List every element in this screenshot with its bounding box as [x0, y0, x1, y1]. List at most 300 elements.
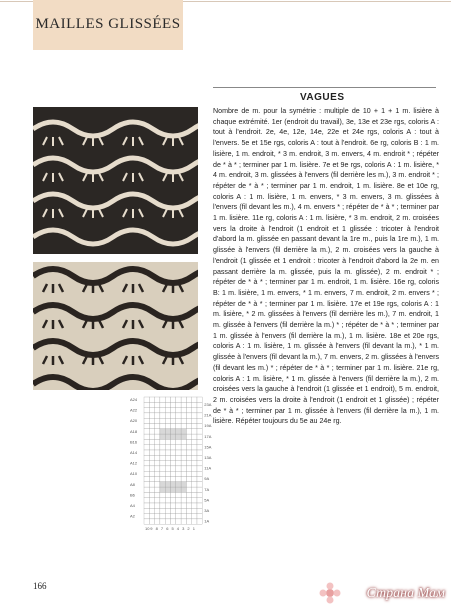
chart-row-label-right: 17A	[204, 433, 212, 439]
chart-row-label-left: A4	[130, 503, 135, 508]
chart-row-label-right: 7A	[204, 486, 210, 492]
chart-cell	[181, 418, 186, 423]
chart-cell	[181, 514, 186, 519]
chart-row-label-right: 21A	[204, 412, 212, 418]
chart-cell	[144, 519, 149, 524]
chart-cell	[192, 471, 197, 476]
chart-cell	[197, 402, 202, 407]
chart-cell	[197, 503, 202, 508]
chart-cell	[155, 519, 160, 524]
chart-cell	[171, 429, 176, 434]
chart-cell	[144, 471, 149, 476]
chart-cell	[165, 519, 170, 524]
chart-cell	[160, 445, 165, 450]
chart-cell	[176, 492, 181, 497]
chart-cell	[176, 418, 181, 423]
chart-cell	[160, 434, 165, 439]
chart-cell	[165, 445, 170, 450]
chart-cell	[171, 482, 176, 487]
chart-cell	[192, 482, 197, 487]
chart-cell	[186, 482, 191, 487]
chart-row-label-left: A10	[130, 471, 138, 477]
chart-cell	[176, 482, 181, 487]
chart-cell	[144, 466, 149, 471]
chart-cell	[144, 413, 149, 418]
chart-cell	[171, 397, 176, 402]
chart-cell	[155, 434, 160, 439]
chart-cell	[171, 413, 176, 418]
watermark: Страна Мам	[366, 586, 445, 601]
chart-cell	[197, 466, 202, 471]
chart-cell	[149, 461, 154, 466]
chart-cell	[160, 482, 165, 487]
chart-cell	[165, 413, 170, 418]
chart-cell	[160, 408, 165, 413]
chart-cell	[149, 413, 154, 418]
chart-cell	[155, 429, 160, 434]
chart-cell	[197, 487, 202, 492]
chart-cell	[171, 445, 176, 450]
chart-cell	[160, 413, 165, 418]
chart-column-label: 4	[176, 526, 180, 532]
chart-cell	[176, 461, 181, 466]
chart-row-label-left: A14	[130, 450, 138, 455]
chart-row-label-right: 9A	[204, 476, 210, 482]
chart-cell	[160, 461, 165, 466]
chart-cell	[165, 418, 170, 423]
chart-cell	[171, 492, 176, 497]
chart-cell	[192, 413, 197, 418]
chart-cell	[171, 487, 176, 492]
knitting-chart-grid	[128, 393, 218, 543]
chart-cell	[160, 424, 165, 429]
chart-cell	[160, 466, 165, 471]
chart-cell	[144, 482, 149, 487]
chart-cell	[192, 498, 197, 503]
chart-cell	[176, 445, 181, 450]
chart-cell	[155, 487, 160, 492]
chart-cell	[192, 429, 197, 434]
chart-cell	[149, 445, 154, 450]
chart-cell	[144, 461, 149, 466]
knit-sample-light-image	[33, 262, 198, 390]
chart-cell	[155, 477, 160, 482]
chart-cell	[165, 397, 170, 402]
chart-cell	[197, 514, 202, 519]
chart-cell	[176, 508, 181, 513]
chart-cell	[160, 508, 165, 513]
chart-cell	[165, 514, 170, 519]
chart-cell	[160, 477, 165, 482]
chart-cell	[181, 477, 186, 482]
chart-row-label-right: 13A	[204, 455, 212, 460]
knitting-chart	[128, 393, 218, 543]
chart-cell	[171, 424, 176, 429]
chart-cell	[186, 402, 191, 407]
chart-cell	[149, 477, 154, 482]
chart-cell	[144, 439, 149, 444]
chart-cell	[192, 455, 197, 460]
chart-cell	[176, 408, 181, 413]
chart-cell	[181, 471, 186, 476]
chart-cell	[176, 455, 181, 460]
chart-cell	[144, 492, 149, 497]
chart-cells	[144, 397, 202, 524]
chart-cell	[186, 487, 191, 492]
chart-cell	[197, 429, 202, 434]
chart-cell	[165, 455, 170, 460]
chart-cell	[149, 455, 154, 460]
chart-cell	[160, 487, 165, 492]
chart-row-label-left: A8	[130, 481, 135, 487]
chart-cell	[149, 519, 154, 524]
chart-cell	[171, 455, 176, 460]
chart-cell	[192, 487, 197, 492]
chart-cell	[197, 408, 202, 413]
chart-cell	[197, 397, 202, 402]
chart-cell	[197, 492, 202, 497]
chart-row-label-right: 19A	[204, 423, 212, 429]
chart-cell	[149, 482, 154, 487]
chart-cell	[186, 408, 191, 413]
chart-cell	[197, 455, 202, 460]
chart-cell	[186, 503, 191, 508]
chart-cell	[155, 450, 160, 455]
chart-cell	[197, 477, 202, 482]
chart-cell	[171, 498, 176, 503]
chart-cell	[171, 514, 176, 519]
chart-cell	[186, 413, 191, 418]
chart-cell	[165, 471, 170, 476]
chart-cell	[186, 466, 191, 471]
chart-cell	[165, 402, 170, 407]
chart-cell	[197, 482, 202, 487]
chart-cell	[165, 461, 170, 466]
chart-cell	[165, 498, 170, 503]
chart-cell	[197, 445, 202, 450]
chart-cell	[149, 498, 154, 503]
chart-cell	[176, 397, 181, 402]
chart-cell	[181, 455, 186, 460]
chart-cell	[181, 487, 186, 492]
chart-cell	[149, 492, 154, 497]
chart-cell	[197, 413, 202, 418]
chart-cell	[186, 439, 191, 444]
chart-cell	[171, 508, 176, 513]
chart-row-label-right: 5A	[204, 497, 210, 503]
chart-cell	[155, 482, 160, 487]
chart-cell	[192, 492, 197, 497]
chart-cell	[155, 466, 160, 471]
chart-cell	[149, 424, 154, 429]
chart-cell	[176, 450, 181, 455]
chart-cell	[186, 424, 191, 429]
chart-cell	[171, 402, 176, 407]
chart-cell	[181, 466, 186, 471]
chart-cell	[155, 439, 160, 444]
chart-cell	[144, 503, 149, 508]
chart-cell	[144, 429, 149, 434]
chart-cell	[186, 492, 191, 497]
chart-cell	[144, 514, 149, 519]
chart-cell	[165, 450, 170, 455]
chart-cell	[181, 503, 186, 508]
chart-cell	[165, 424, 170, 429]
chart-row-label-right: 3A	[204, 508, 210, 513]
chart-cell	[192, 424, 197, 429]
chart-cell	[149, 439, 154, 444]
chart-cell	[155, 498, 160, 503]
chart-row-label-left: A18	[130, 428, 138, 434]
chart-cell	[192, 477, 197, 482]
chart-row-label-left: A12	[130, 460, 138, 466]
chart-cell	[160, 402, 165, 407]
chart-cell	[192, 402, 197, 407]
chart-cell	[186, 498, 191, 503]
chart-cell	[181, 434, 186, 439]
chart-cell	[197, 519, 202, 524]
chart-cell	[181, 445, 186, 450]
chart-cell	[171, 477, 176, 482]
chart-column-label: 5	[171, 526, 174, 532]
chart-cell	[181, 402, 186, 407]
chart-cell	[149, 466, 154, 471]
chart-cell	[186, 450, 191, 455]
chart-cell	[144, 498, 149, 503]
chart-cell	[165, 477, 170, 482]
chart-cell	[176, 503, 181, 508]
chart-column-label: 9	[150, 526, 153, 532]
chart-cell	[160, 492, 165, 497]
chart-cell	[192, 408, 197, 413]
chart-cell	[176, 466, 181, 471]
chart-cell	[197, 461, 202, 466]
chart-cell	[149, 434, 154, 439]
chart-row-label-right: 11A	[204, 465, 212, 471]
chart-cell	[155, 503, 160, 508]
chapter-title: MAILLES GLISSÉES	[35, 16, 181, 32]
chart-cell	[186, 461, 191, 466]
chart-cell	[171, 466, 176, 471]
chart-cell	[197, 424, 202, 429]
chart-cell	[181, 408, 186, 413]
chart-cell	[165, 482, 170, 487]
chart-cell	[149, 503, 154, 508]
chart-row-label-left: A20	[130, 418, 138, 424]
chart-cell	[160, 429, 165, 434]
chart-cell	[160, 498, 165, 503]
chart-cell	[160, 397, 165, 402]
chart-cell	[165, 434, 170, 439]
chart-cell	[192, 466, 197, 471]
chart-cell	[149, 471, 154, 476]
chart-cell	[181, 519, 186, 524]
chart-column-label: 1	[192, 526, 195, 532]
chart-cell	[171, 450, 176, 455]
chart-cell	[155, 461, 160, 466]
chart-cell	[186, 508, 191, 513]
chart-cell	[197, 418, 202, 423]
chart-cell	[144, 508, 149, 513]
chart-cell	[192, 397, 197, 402]
chart-cell	[144, 455, 149, 460]
chart-cell	[197, 439, 202, 444]
flower-logo-icon	[319, 582, 341, 604]
chart-cell	[197, 508, 202, 513]
chart-cell	[176, 402, 181, 407]
chart-cell	[155, 413, 160, 418]
chart-cell	[160, 439, 165, 444]
chart-cell	[155, 445, 160, 450]
chart-cell	[144, 487, 149, 492]
chart-cell	[181, 429, 186, 434]
chart-cell	[192, 439, 197, 444]
chart-cell	[165, 439, 170, 444]
chart-row-label-left: B16	[130, 439, 138, 445]
chart-cell	[186, 471, 191, 476]
chart-cell	[176, 471, 181, 476]
chart-column-label: 8	[155, 526, 158, 532]
chart-cell	[197, 498, 202, 503]
chart-cell	[160, 503, 165, 508]
chart-cell	[197, 450, 202, 455]
chart-cell	[149, 450, 154, 455]
chart-cell	[186, 519, 191, 524]
chart-cell	[176, 519, 181, 524]
chart-cell	[165, 503, 170, 508]
chart-cell	[186, 445, 191, 450]
chart-cell	[160, 471, 165, 476]
chart-cell	[186, 434, 191, 439]
chart-cell	[181, 482, 186, 487]
chart-cell	[181, 413, 186, 418]
chart-cell	[186, 455, 191, 460]
chart-row-label-left: A24	[130, 397, 138, 402]
chart-cell	[171, 434, 176, 439]
chart-cell	[192, 503, 197, 508]
chart-cell	[144, 397, 149, 402]
chart-cell	[192, 461, 197, 466]
header-band	[33, 0, 183, 50]
chart-cell	[144, 402, 149, 407]
chart-cell	[192, 519, 197, 524]
chart-cell	[176, 439, 181, 444]
knit-sample-dark-image	[33, 107, 198, 254]
chart-cell	[181, 424, 186, 429]
chart-cell	[176, 413, 181, 418]
chart-cell	[165, 466, 170, 471]
chart-cell	[192, 508, 197, 513]
chart-cell	[181, 508, 186, 513]
chart-cell	[171, 471, 176, 476]
chart-cell	[155, 424, 160, 429]
chart-cell	[181, 397, 186, 402]
chart-cell	[165, 492, 170, 497]
chart-cell	[165, 408, 170, 413]
chart-cell	[155, 455, 160, 460]
chart-cell	[149, 487, 154, 492]
chart-cell	[186, 418, 191, 423]
chart-cell	[149, 408, 154, 413]
knit-sample-photo-light	[33, 262, 198, 390]
chart-cell	[171, 461, 176, 466]
chart-column-label: 2	[187, 526, 190, 532]
chart-cell	[155, 418, 160, 423]
chart-cell	[192, 445, 197, 450]
chart-cell	[176, 514, 181, 519]
chart-column-label: 3	[182, 526, 185, 532]
chart-cell	[181, 461, 186, 466]
chart-cell	[144, 418, 149, 423]
pattern-instructions: Nombre de m. pour la symétrie : multiple de 10 + 1 + 1 m. lisière à chaque extrémité. 1er (endroit du travail), 3e, 13e et 23e rgs, coloris A : tout à l'endroit. 2e, 4e, 12e, 14e, 22e et 24e rgs, coloris A : tout à l'envers. 5e et 15e rgs, coloris A : tout à l'endroit. 6e rg, coloris B : 1 m. lisière, 1 m. endroit, * 3 m. endroit, 3 m. envers, 4 m. endroit * ; répéter de * à * ; terminer par 1 m. lisière. 7e et 9e rgs, coloris A : 1 m. lisière, * 4 m. endroit, 3 m. glissées à l'envers (fil derrière les m.), 3 m. endroit * ; répéter de * à * ; terminer par 1 m. endroit, 1 m. lisière. 8e et 10e rg, coloris A : 1 m. lisière, 1 m. envers, * 3 m. envers, 3 m. glissées à l'envers (fil devant les m.), 4 m. envers * ; répéter de * à * ; terminer par 1 m. lisière. 11e rg, coloris A : 1 m. lisière, * 3 m. endroit, 2 m. croisées vers la droite à l'endroit (1 endroit et 1 glissée : tricoter à l'endroit d'abord la m. glissée en passant devant la 1re m., puis la 1re m.), 1 m. glissée à l'envers (fil derrière la m.), 2 m. croisées vers la gauche à l'endroit (1 glissée et 1 endroit : tricoter à l'endroit d'abord la 2e m. en passant derrière la m. glissée, puis la m. glissée), 2 m. endroit * ; répéter de * à * ; terminer par 1 m. endroit, 1 m. lisière. 16e rg, coloris B: 1 m. lisière, 1 m. envers, * 1 m. envers, 7 m. endroit, 2 m. envers * ; répéter de * à * ; terminer par 1 m. lisière. 17e et 19e rgs, coloris A : 1 m. lisière, * 2 m. glissées à l'envers (fil derrière les m.), 7 m. endroit, 1 m. glissée à l'envers (fil derrière la m.) * ; répéter de * à * ; terminer par 1 m. glissée à l'envers (fil derrière la m.), 1 m. lisière. 18e et 20e rgs, coloris A : 1 m. lisière, 1 m. glissée à l'envers (fil devant la m.), * 1 m. glissée à l'envers (fil devant la m.), 7 m. envers, 2 m. glissées à l'envers (fil devant les m.) * ; répéter de * à * ; terminer par 1 m. lisière. 21e rg, coloris A : 1 m. lisière, * 1 m. glissée à l'envers (fil derrière la m.), 2 m. croisées vers la gauche à l'endroit (1 glissée et 1 endroit), 5 m. endroit, 2 m. croisées vers la droite à l'endroit (1 endroit et 1 glissée) ; répéter de * à * ; terminer par 1 m. glissée à l'envers (fil derrière la m.), 1 m. lisière. Répéter toujours du 5e au 24e rg.	[213, 107, 439, 426]
chart-cell	[176, 434, 181, 439]
chart-cell	[155, 471, 160, 476]
chart-row-label-left: B6	[130, 492, 135, 498]
chart-cell	[181, 492, 186, 497]
chart-row-label-right: 23A	[204, 402, 212, 407]
chart-cell	[197, 471, 202, 476]
chart-cell	[160, 519, 165, 524]
chart-cell	[186, 429, 191, 434]
page-number: 166	[33, 581, 47, 591]
chart-cell	[144, 424, 149, 429]
chart-cell	[176, 477, 181, 482]
chart-cell	[160, 514, 165, 519]
chart-cell	[149, 402, 154, 407]
chart-cell	[171, 519, 176, 524]
chart-cell	[181, 498, 186, 503]
chart-cell	[186, 477, 191, 482]
chart-cell	[144, 434, 149, 439]
chart-cell	[171, 418, 176, 423]
chart-row-label-right: 15A	[204, 444, 212, 450]
chart-cell	[155, 508, 160, 513]
chart-cell	[155, 514, 160, 519]
chart-cell	[165, 508, 170, 513]
chart-cell	[176, 498, 181, 503]
chart-cell	[192, 450, 197, 455]
chart-cell	[155, 492, 160, 497]
section-title: VAGUES	[300, 92, 345, 103]
chart-column-label: 10	[145, 526, 150, 532]
chart-cell	[149, 508, 154, 513]
chart-row-label-left: A22	[130, 407, 138, 413]
chart-cell	[171, 408, 176, 413]
chart-cell	[181, 439, 186, 444]
chart-cell	[144, 450, 149, 455]
chart-cell	[155, 397, 160, 402]
chart-cell	[176, 487, 181, 492]
chart-cell	[165, 429, 170, 434]
chart-cell	[192, 514, 197, 519]
chart-cell	[192, 434, 197, 439]
chart-cell	[171, 439, 176, 444]
chart-cell	[160, 455, 165, 460]
chart-cell	[186, 514, 191, 519]
chart-cell	[171, 503, 176, 508]
chart-cell	[155, 408, 160, 413]
chart-column-label: 7	[160, 526, 164, 532]
chart-cell	[149, 429, 154, 434]
chart-row-label-right: 1A	[204, 518, 210, 524]
section-divider	[213, 87, 436, 88]
chart-cell	[176, 424, 181, 429]
chart-cell	[160, 450, 165, 455]
chart-cell	[144, 445, 149, 450]
chart-cell	[144, 408, 149, 413]
chart-cell	[155, 402, 160, 407]
knit-sample-photo-dark	[33, 107, 198, 254]
